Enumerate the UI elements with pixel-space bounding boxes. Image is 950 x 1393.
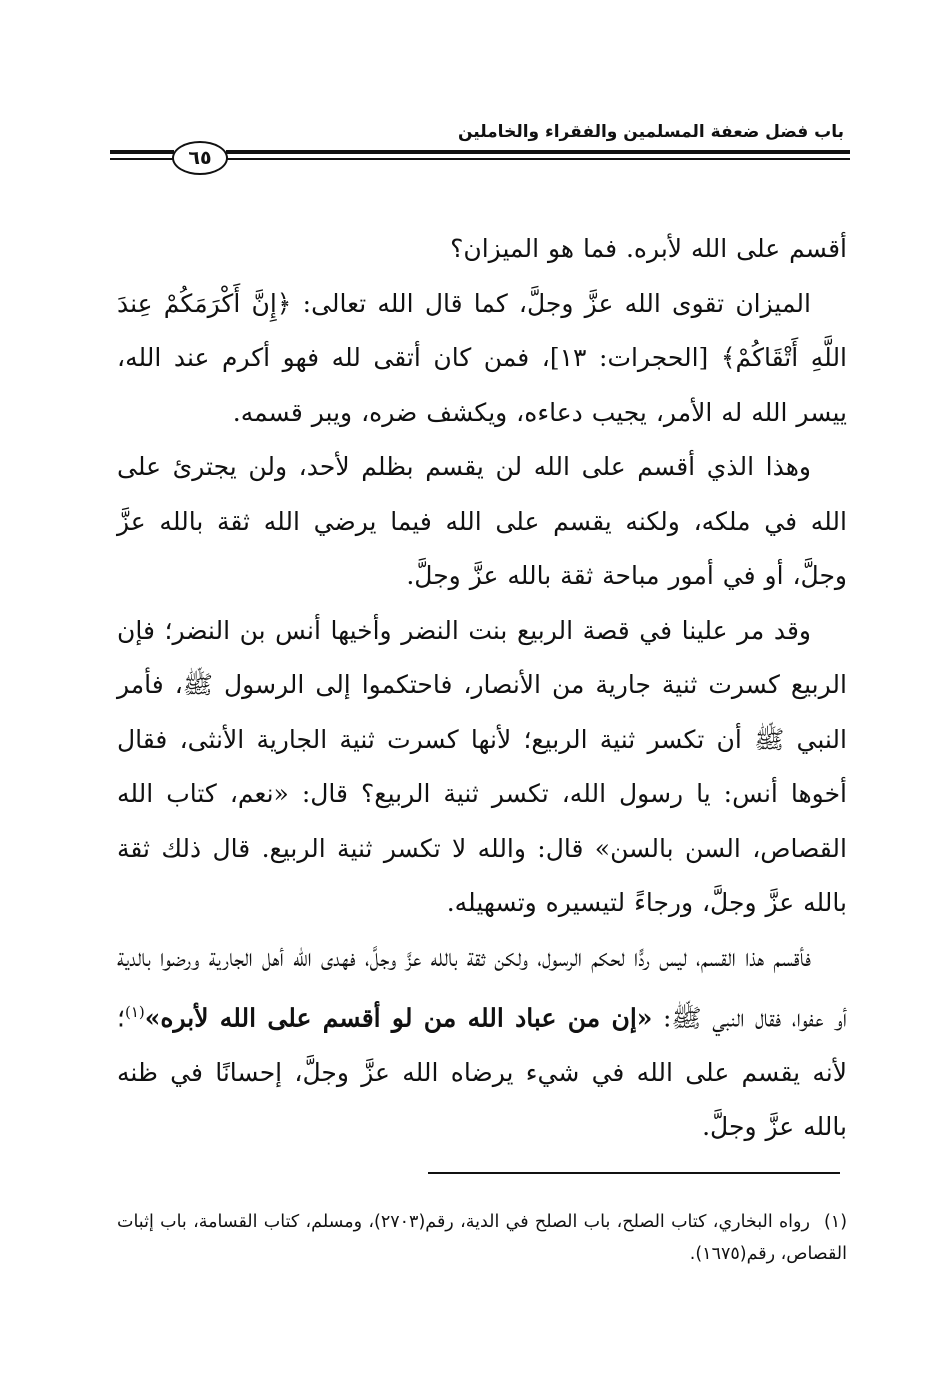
page-number: ٦٥ <box>172 141 228 175</box>
paragraph-2 <box>117 277 847 441</box>
paragraph-4: وقد مر علينا في قصة الربيع بنت النضر وأخيها أنس بن النضر؛ فإن الربيع كسرت ثنية جارية من الأنصار، فاحتكموا إلى الرسول ﷺ، فأمر النبي ﷺ أن تكسر ثنية الربيع؛ لأنها كسرت ثنية الجارية الأنثى، فقال أخوها أنس: يا رسول الله، تكسر ثنية الربيع؟ قال: «نعم، كتاب الله القصاص، السن بالسن» قال: والله لا تكسر ثنية الربيع. قال ذلك ثقة بالله عزَّ وجلَّ، ورجاءً لتيسيره وتسهيله. <box>117 615 847 917</box>
footnote-number: (١) <box>823 1212 848 1232</box>
paragraph-2-intro: الميزان تقوى الله عزَّ وجلَّ، كما قال الله تعالى: <box>291 288 811 318</box>
quran-verse: ﴿إِنَّ أَكْرَمَكُمْ عِندَ اللَّهِ أَتْقَاكُمْ﴾ <box>117 288 848 372</box>
header-rule-left-thick <box>110 150 174 154</box>
main-text <box>117 222 847 1155</box>
header-rule-right-thin <box>226 158 850 160</box>
paragraph-5-rest: ؛ لأنه يقسم على الله في شيء يرضاه الله عزَّ وجلَّ، إحسانًا في ظنه بالله عزَّ وجلَّ. <box>117 1003 847 1142</box>
paragraph-3: وهذا الذي أقسم على الله لن يقسم بظلم لأحد، ولن يجترئ على الله في ملكه، ولكنه يقسم على الله فيما يرضي الله ثقة بالله عزَّ وجلَّ، أو في أمور مباحة ثقة بالله عزَّ وجلَّ. <box>117 452 847 590</box>
paragraph-5 <box>117 931 847 1155</box>
paragraph-1: أقسم على الله لأبره. فما هو الميزان؟ <box>450 234 847 263</box>
header-rule-left-thin <box>110 158 174 160</box>
footnote-separator <box>428 1172 840 1174</box>
footnote <box>117 1206 847 1270</box>
hadith-quote: «إن من عباد الله من لو أقسم على الله لأبره» <box>144 1003 653 1033</box>
header-rule-right-thick <box>226 150 850 154</box>
footnote-text: رواه البخاري، كتاب الصلح، باب الصلح في الدية، رقم(٢٧٠٣)، ومسلم، كتاب القسامة، باب إثبات القصاص، رقم(١٦٧٥). <box>117 1212 847 1264</box>
paragraph-2-rest: [الحجرات: ١٣]، فمن كان أتقى لله فهو أكرم عند الله، ييسر الله له الأمر، يجيب دعاءه، ويكشف ضره، ويبر قسمه. <box>117 343 847 427</box>
footnote-reference: (١) <box>124 1003 145 1021</box>
chapter-title: باب فضل ضعفة المسلمين والفقراء والخاملين <box>457 122 844 142</box>
paragraph-5-intro: فأقسم هذا القسم، ليس ردًّا لحكم الرسول، ولكن ثقة بالله عزَّ وجلَّ، فهدى الله أهل الجارية ورضوا بالدية أو عفوا، فقال النبي ﷺ: <box>117 942 847 1033</box>
